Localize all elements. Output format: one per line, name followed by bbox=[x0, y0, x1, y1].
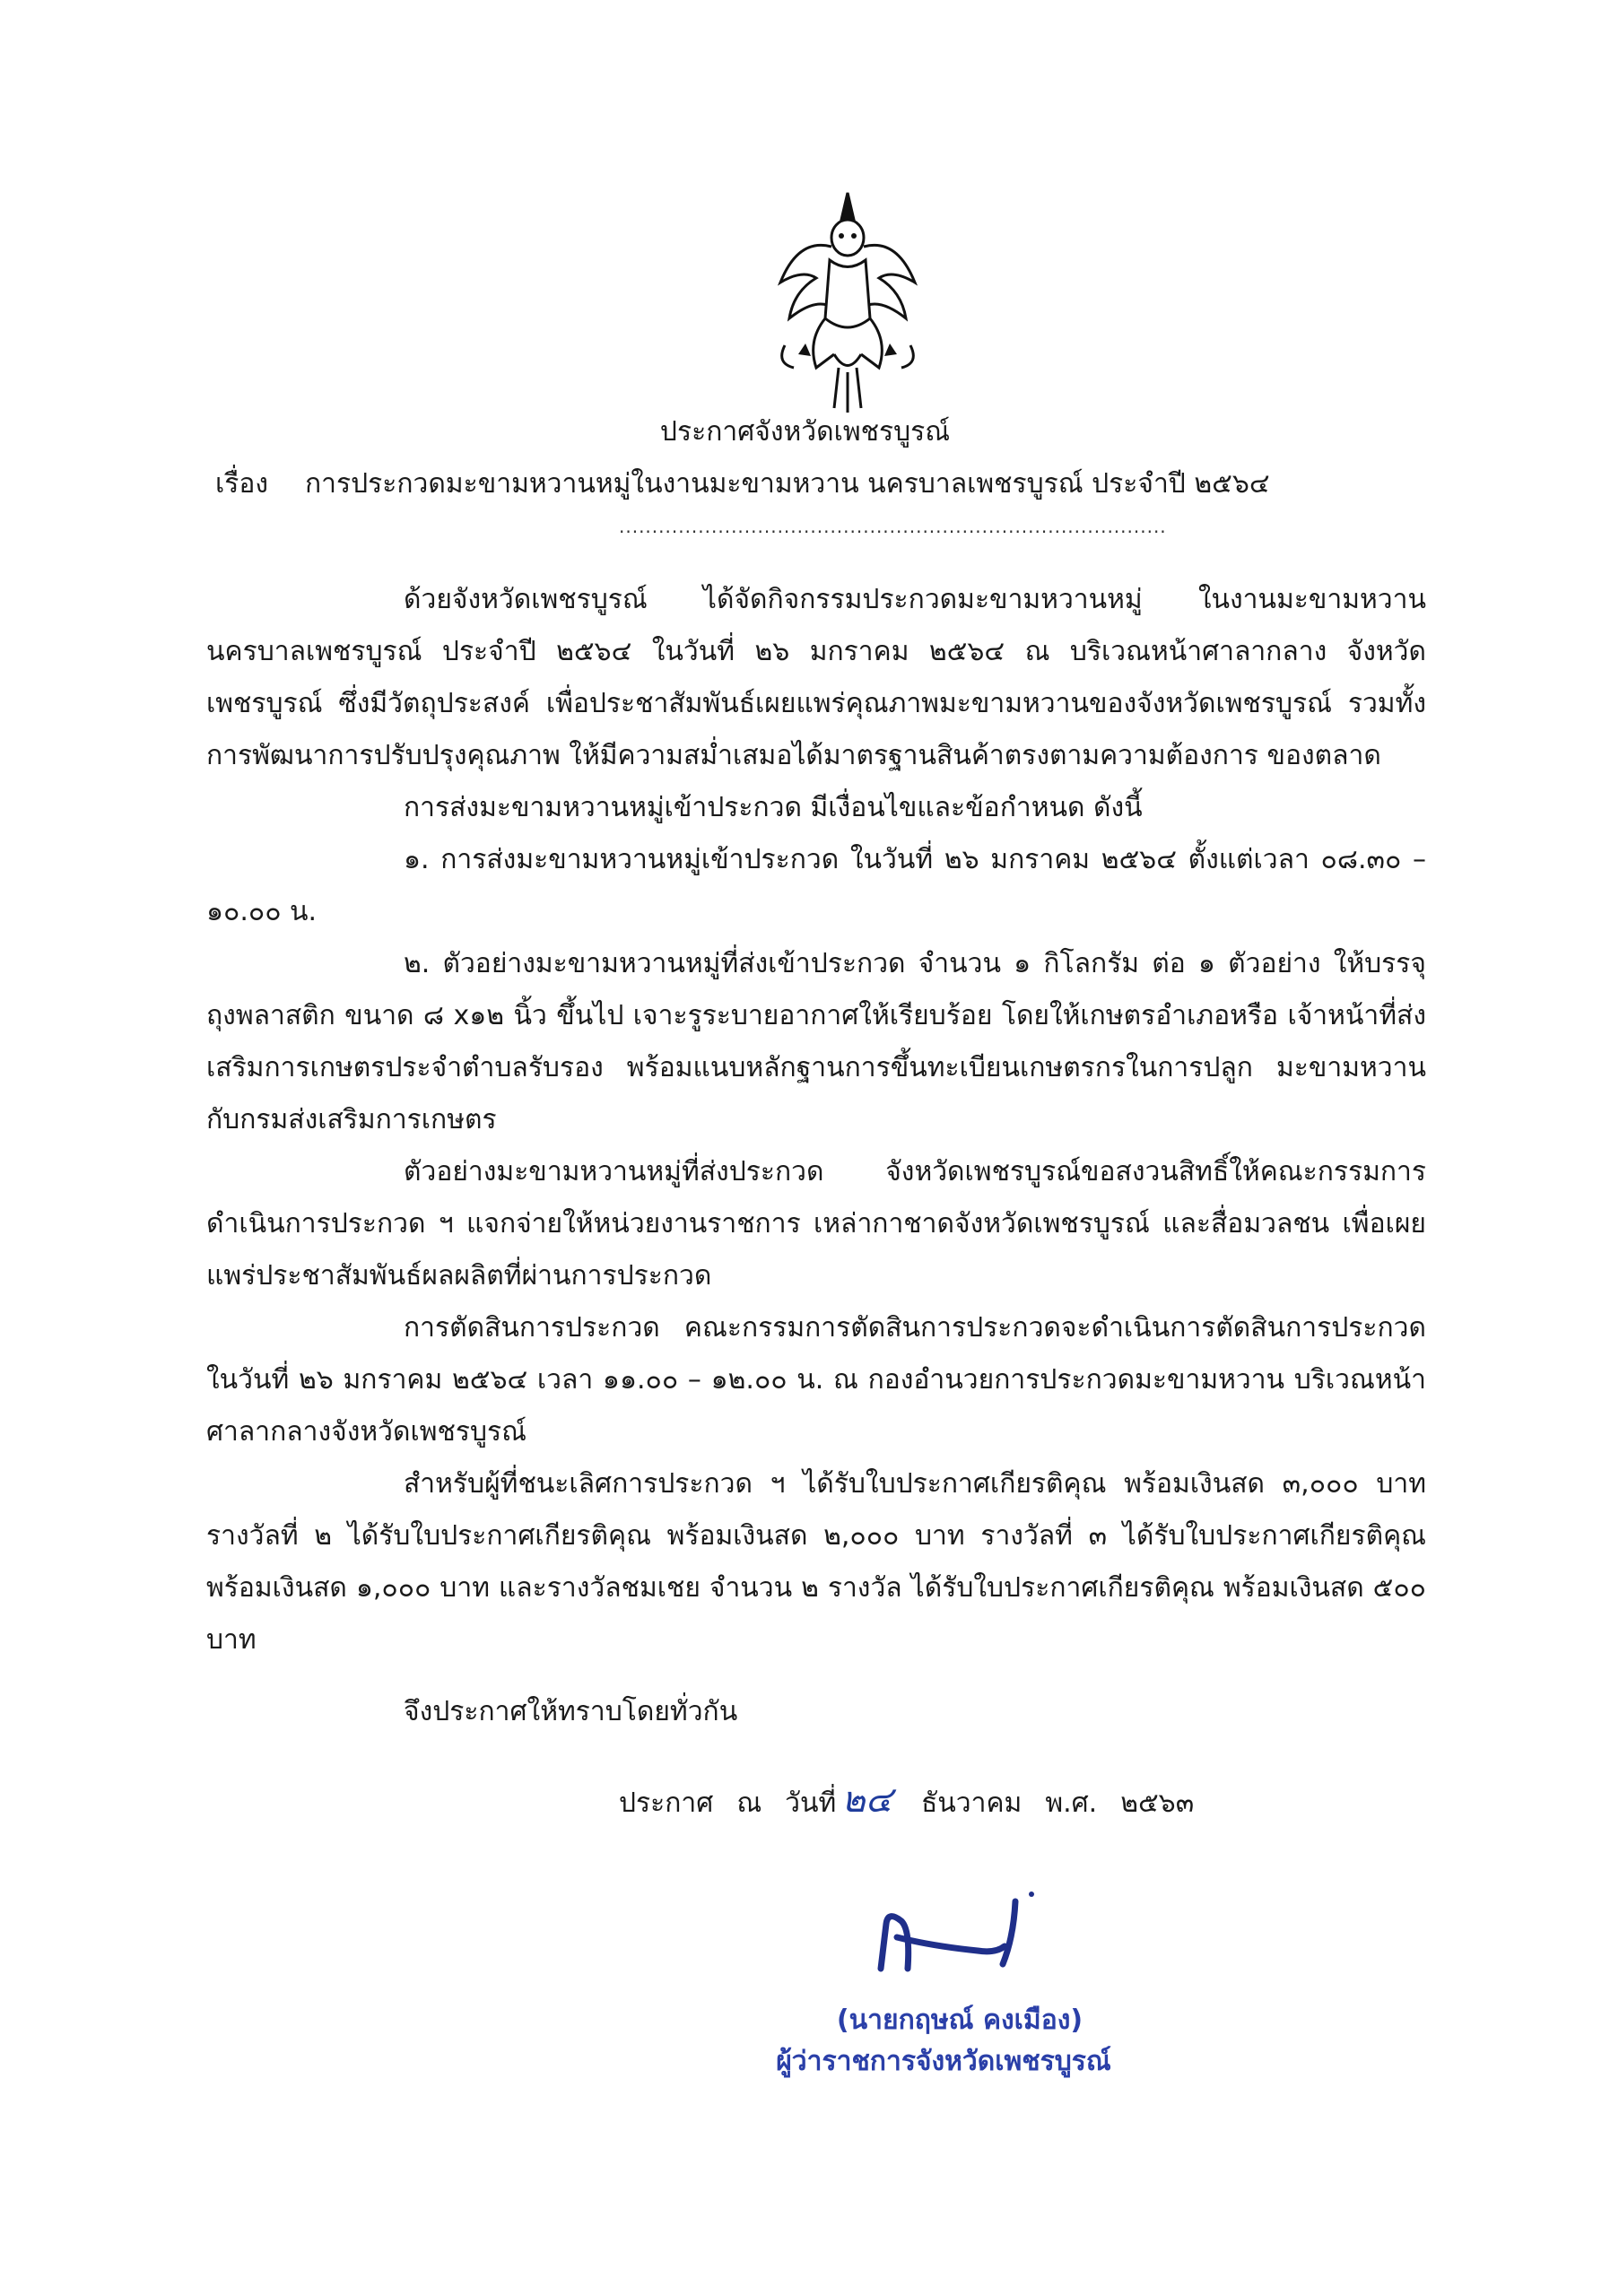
date-at: ณ bbox=[736, 1787, 762, 1819]
document-title: ประกาศจังหวัดเพชรบูรณ์ bbox=[659, 416, 951, 448]
date-day-label: วันที่ bbox=[785, 1787, 837, 1819]
paragraph-condition-2: ๒. ตัวอย่างมะขามหวานหมู่ที่ส่งเข้าประกวด จำนวน ๑ กิโลกรัม ต่อ ๑ ตัวอย่าง ให้บรรจุ ถุงพลาสติก ขนาด ๘ x๑๒ นิ้ว ขึ้นไป เจาะรูระบายอากาศให้เรียบร้อย โดยให้เกษตรอำเภอหรือ เจ้าหน้าที่ส่งเสริมการเกษตรประจำตำบลรับรอง พร้อมแนบหลักฐานการขึ้นทะเบียนเกษตรกรในการปลูก มะขามหวานกับกรมส่งเสริมการเกษตร bbox=[206, 948, 1426, 1135]
paragraph-intro: ด้วยจังหวัดเพชรบูรณ์ ได้จัดกิจกรรมประกวดมะขามหวานหมู่ ในงานมะขามหวาน นครบาลเพชรบูรณ์ ประจำปี ๒๕๖๔ ในวันที่ ๒๖ มกราคม ๒๕๖๔ ณ บริเวณหน้าศาลากลาง จังหวัดเพชรบูรณ์ ซึ่งมีวัตถุประสงค์ เพื่อประชาสัมพันธ์เผยแพร่คุณภาพมะขามหวานของจังหวัดเพชรบูรณ์ รวมทั้งการพัฒนาการปรับปรุงคุณภาพ ให้มีความสม่ำเสมอได้มาตรฐานสินค้าตรงตามความต้องการ ของตลาด bbox=[206, 584, 1426, 771]
subject-line bbox=[215, 466, 1435, 502]
subject-text: การประกวดมะขามหวานหมู่ในงานมะขามหวาน นครบาลเพชรบูรณ์ ประจำปี ๒๕๖๔ bbox=[305, 468, 1270, 500]
signer-block bbox=[735, 2000, 1184, 2083]
date-year: ๒๕๖๓ bbox=[1120, 1787, 1195, 1819]
date-era: พ.ศ. bbox=[1045, 1787, 1098, 1819]
paragraph-condition-1: ๑. การส่งมะขามหวานหมู่เข้าประกวด ในวันที่ ๒๖ มกราคม ๒๕๖๔ ตั้งแต่เวลา ๐๘.๓๐ – ๑๐.๐๐ น. bbox=[206, 844, 1426, 927]
handwritten-signature bbox=[861, 1883, 1058, 1982]
garuda-emblem-icon bbox=[771, 184, 924, 417]
separator-dots: ................................................................................... bbox=[619, 516, 1167, 537]
date-prefix: ประกาศ bbox=[619, 1787, 714, 1819]
announcement-date bbox=[619, 1774, 1194, 1830]
date-month: ธันวาคม bbox=[920, 1787, 1023, 1819]
paragraph-conditions-heading: การส่งมะขามหวานหมู่เข้าประกวด มีเงื่อนไขและข้อกำหนด ดังนี้ bbox=[404, 792, 1143, 823]
announcement-body bbox=[206, 574, 1426, 1666]
paragraph-sample-rights: ตัวอย่างมะขามหวานหมู่ที่ส่งประกวด จังหวัดเพชรบูรณ์ขอสงวนสิทธิ์ให้คณะกรรมการ ดำเนินการประกวด ฯ แจกจ่ายให้หน่วยงานราชการ เหล่ากาชาดจังหวัดเพชรบูรณ์ และสื่อมวลชน เพื่อเผยแพร่ประชาสัมพันธ์ผลผลิตที่ผ่านการประกวด bbox=[206, 1156, 1426, 1292]
signer-name: (นายกฤษณ์ คงเมือง) bbox=[836, 2005, 1083, 2036]
date-day: ๒๔ bbox=[841, 1779, 892, 1821]
signer-position: ผู้ว่าราชการจังหวัดเพชรบูรณ์ bbox=[776, 2046, 1111, 2077]
paragraph-prizes: สำหรับผู้ที่ชนะเลิศการประกวด ฯ ได้รับใบประกาศเกียรติคุณ พร้อมเงินสด ๓,๐๐๐ บาท รางวัลที่ ๒ ได้รับใบประกาศเกียรติคุณ พร้อมเงินสด ๒,๐๐๐ บาท รางวัลที่ ๓ ได้รับใบประกาศเกียรติคุณ พร้อมเงินสด ๑,๐๐๐ บาท และรางวัลชมเชย จำนวน ๒ รางวัล ได้รับใบประกาศเกียรติคุณ พร้อมเงินสด ๕๐๐ บาท bbox=[206, 1468, 1426, 1656]
closing-line: จึงประกาศให้ทราบโดยทั่วกัน bbox=[404, 1696, 738, 1727]
subject-label: เรื่อง bbox=[215, 468, 269, 500]
paragraph-judging: การตัดสินการประกวด คณะกรรมการตัดสินการประกวดจะดำเนินการตัดสินการประกวด ในวันที่ ๒๖ มกราคม ๒๕๖๔ เวลา ๑๑.๐๐ – ๑๒.๐๐ น. ณ กองอำนวยการประกวดมะขามหวาน บริเวณหน้าศาลากลางจังหวัดเพชรบูรณ์ bbox=[206, 1312, 1426, 1448]
